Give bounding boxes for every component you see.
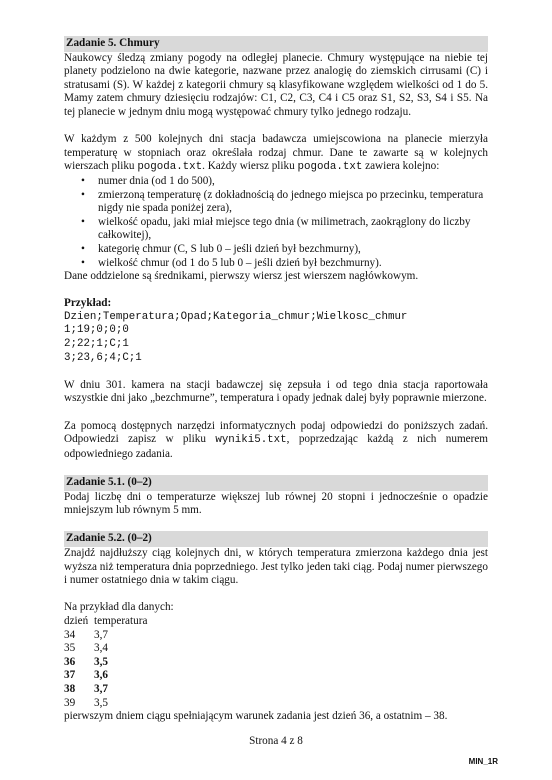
separator-note: Dane oddzielone są średnikami, pierwszy wiersz jest wierszem nagłówkowym. [64, 270, 419, 283]
field-list [64, 175, 488, 270]
subtask-title: Zadanie 5.2. (0–2) [64, 531, 488, 547]
subtask-text: Znajdź najdłuższy ciąg kolejnych dni, w których temperatura zmierzona każdego dnia jest wyższa niż temperatura dnia poprzedniego. Jest tylko jeden taki ciąg. Podaj numer pierwszego i numer ostatniego dnia w takim ciągu. [64, 546, 488, 587]
camera-failure-note: W dniu 301. kamera na stacji badawczej się zepsuła i od tego dnia stacja raportowała wszystkie dni jako „bezchmurne”, temperatura i opady jednak dalej były poprawnie mierzone. [64, 378, 488, 405]
cell-day: 35 [64, 642, 76, 655]
table-row [64, 629, 147, 643]
code-line: 2;22;1;C;1 [64, 338, 129, 351]
cell-temperature: 3,7 [94, 682, 108, 695]
field-list-item: • numer dnia (od 1 do 500), [81, 174, 215, 187]
cell-day: 39 [64, 696, 76, 709]
cell-temperature: 3,5 [94, 655, 108, 668]
code-line: 3;23,6;4;C;1 [64, 351, 142, 364]
field-list-item: • wielkość chmur (od 1 do 5 lub 0 – jeśli dzień był bezchmurny). [81, 256, 382, 269]
example-table [64, 615, 147, 710]
cell-day: 36 [64, 655, 76, 668]
bullet-icon: • [81, 215, 85, 228]
task-intro-paragraph: Naukowcy śledzą zmiany pogody na odległej planecie. Chmury występujące na niebie tej planety podzielono na dwie kategorie, nazwane przez analogię do ziemskich cirrusami (C) i stratusami (S). W każdej z kategorii chmury są klasyfikowane względem wielkości od 1 do 5. Mamy zatem chmury dziesięciu rodzajów: C1, C2, C3, C4 i C5 oraz S1, S2, S3, S4 i S5. Na tej planecie w jednym dniu mogą występować chmury tylko jednego rodzaju. [64, 51, 488, 118]
field-list-item: • wielkość opadu, jaki miał miejsce tego dnia (w milimetrach, zaokrąglony do liczby całkowitej), [81, 215, 471, 242]
cell-temperature: 3,6 [94, 669, 108, 682]
bullet-icon: • [81, 242, 85, 255]
task-title: Zadanie 5. Chmury [64, 36, 488, 52]
table-header-row [64, 615, 147, 629]
cell-day: 38 [64, 682, 76, 695]
field-list-item: • zmierzoną temperaturę (z dokładnością do jednego miejsca po przecinku, temperatura nigdy nie spada poniżej zera), [81, 188, 484, 215]
field-list-item: • kategorię chmur (C, S lub 0 – jeśli dzień był bezchmurny), [81, 242, 361, 255]
column-header-day: dzień [64, 614, 89, 627]
document-page [64, 36, 488, 724]
bullet-icon: • [81, 188, 85, 201]
table-row [64, 642, 147, 656]
subtask-text: Podaj liczbę dni o temperaturze większej lub równej 20 stopni i jednocześnie o opadzie mniejszym lub równym 5 mm. [64, 490, 488, 517]
answer-instructions: Za pomocą dostępnych narzędzi informatycznych podaj odpowiedzi do poniższych zadań. Odpowiedzi zapisz w pliku wyniki5.txt, poprzedzając każdą z nich numerem odpowiedniego zadania. [64, 419, 489, 460]
bullet-icon: • [81, 174, 85, 187]
column-header-temperature: temperatura [94, 614, 148, 627]
exam-code: MIN_1R [468, 757, 498, 766]
table-row-highlighted [64, 683, 147, 697]
table-row [64, 697, 147, 711]
example-intro: Na przykład dla danych: [64, 601, 174, 614]
file-name-wyniki: wyniki5.txt [215, 434, 287, 447]
table-row-highlighted [64, 656, 147, 670]
cell-temperature: 3,5 [94, 696, 108, 709]
cell-temperature: 3,4 [94, 642, 108, 655]
file-name-pogoda: pogoda.txt [137, 161, 203, 174]
example-code-block [64, 311, 488, 365]
code-line: 1;19;0;0;0 [64, 324, 129, 337]
example-title: Przykład: [64, 297, 112, 310]
code-line: Dzien;Temperatura;Opad;Kategoria_chmur;Wielkosc_chmur [64, 310, 408, 323]
page-number: Strona 4 z 8 [249, 735, 303, 747]
cell-day: 37 [64, 669, 76, 682]
task-data-description: W każdym z 500 kolejnych dni stacja badawcza umiejscowiona na planecie mierzyła temperaturę w stopniach oraz określała rodzaj chmur. Dane te zawarte są w kolejnych wierszach pliku pogoda.txt. Każdy wiersz pliku pogoda.txt zawiera kolejno: [64, 133, 488, 174]
table-row-highlighted [64, 669, 147, 683]
bullet-icon: • [81, 256, 85, 269]
cell-day: 34 [64, 628, 76, 641]
example-conclusion: pierwszym dniem ciągu spełniającym warunek zadania jest dzień 36, a ostatnim – 38. [64, 710, 448, 723]
cell-temperature: 3,7 [94, 628, 108, 641]
subtask-title: Zadanie 5.1. (0–2) [64, 475, 488, 491]
file-name-pogoda: pogoda.txt [297, 161, 363, 174]
